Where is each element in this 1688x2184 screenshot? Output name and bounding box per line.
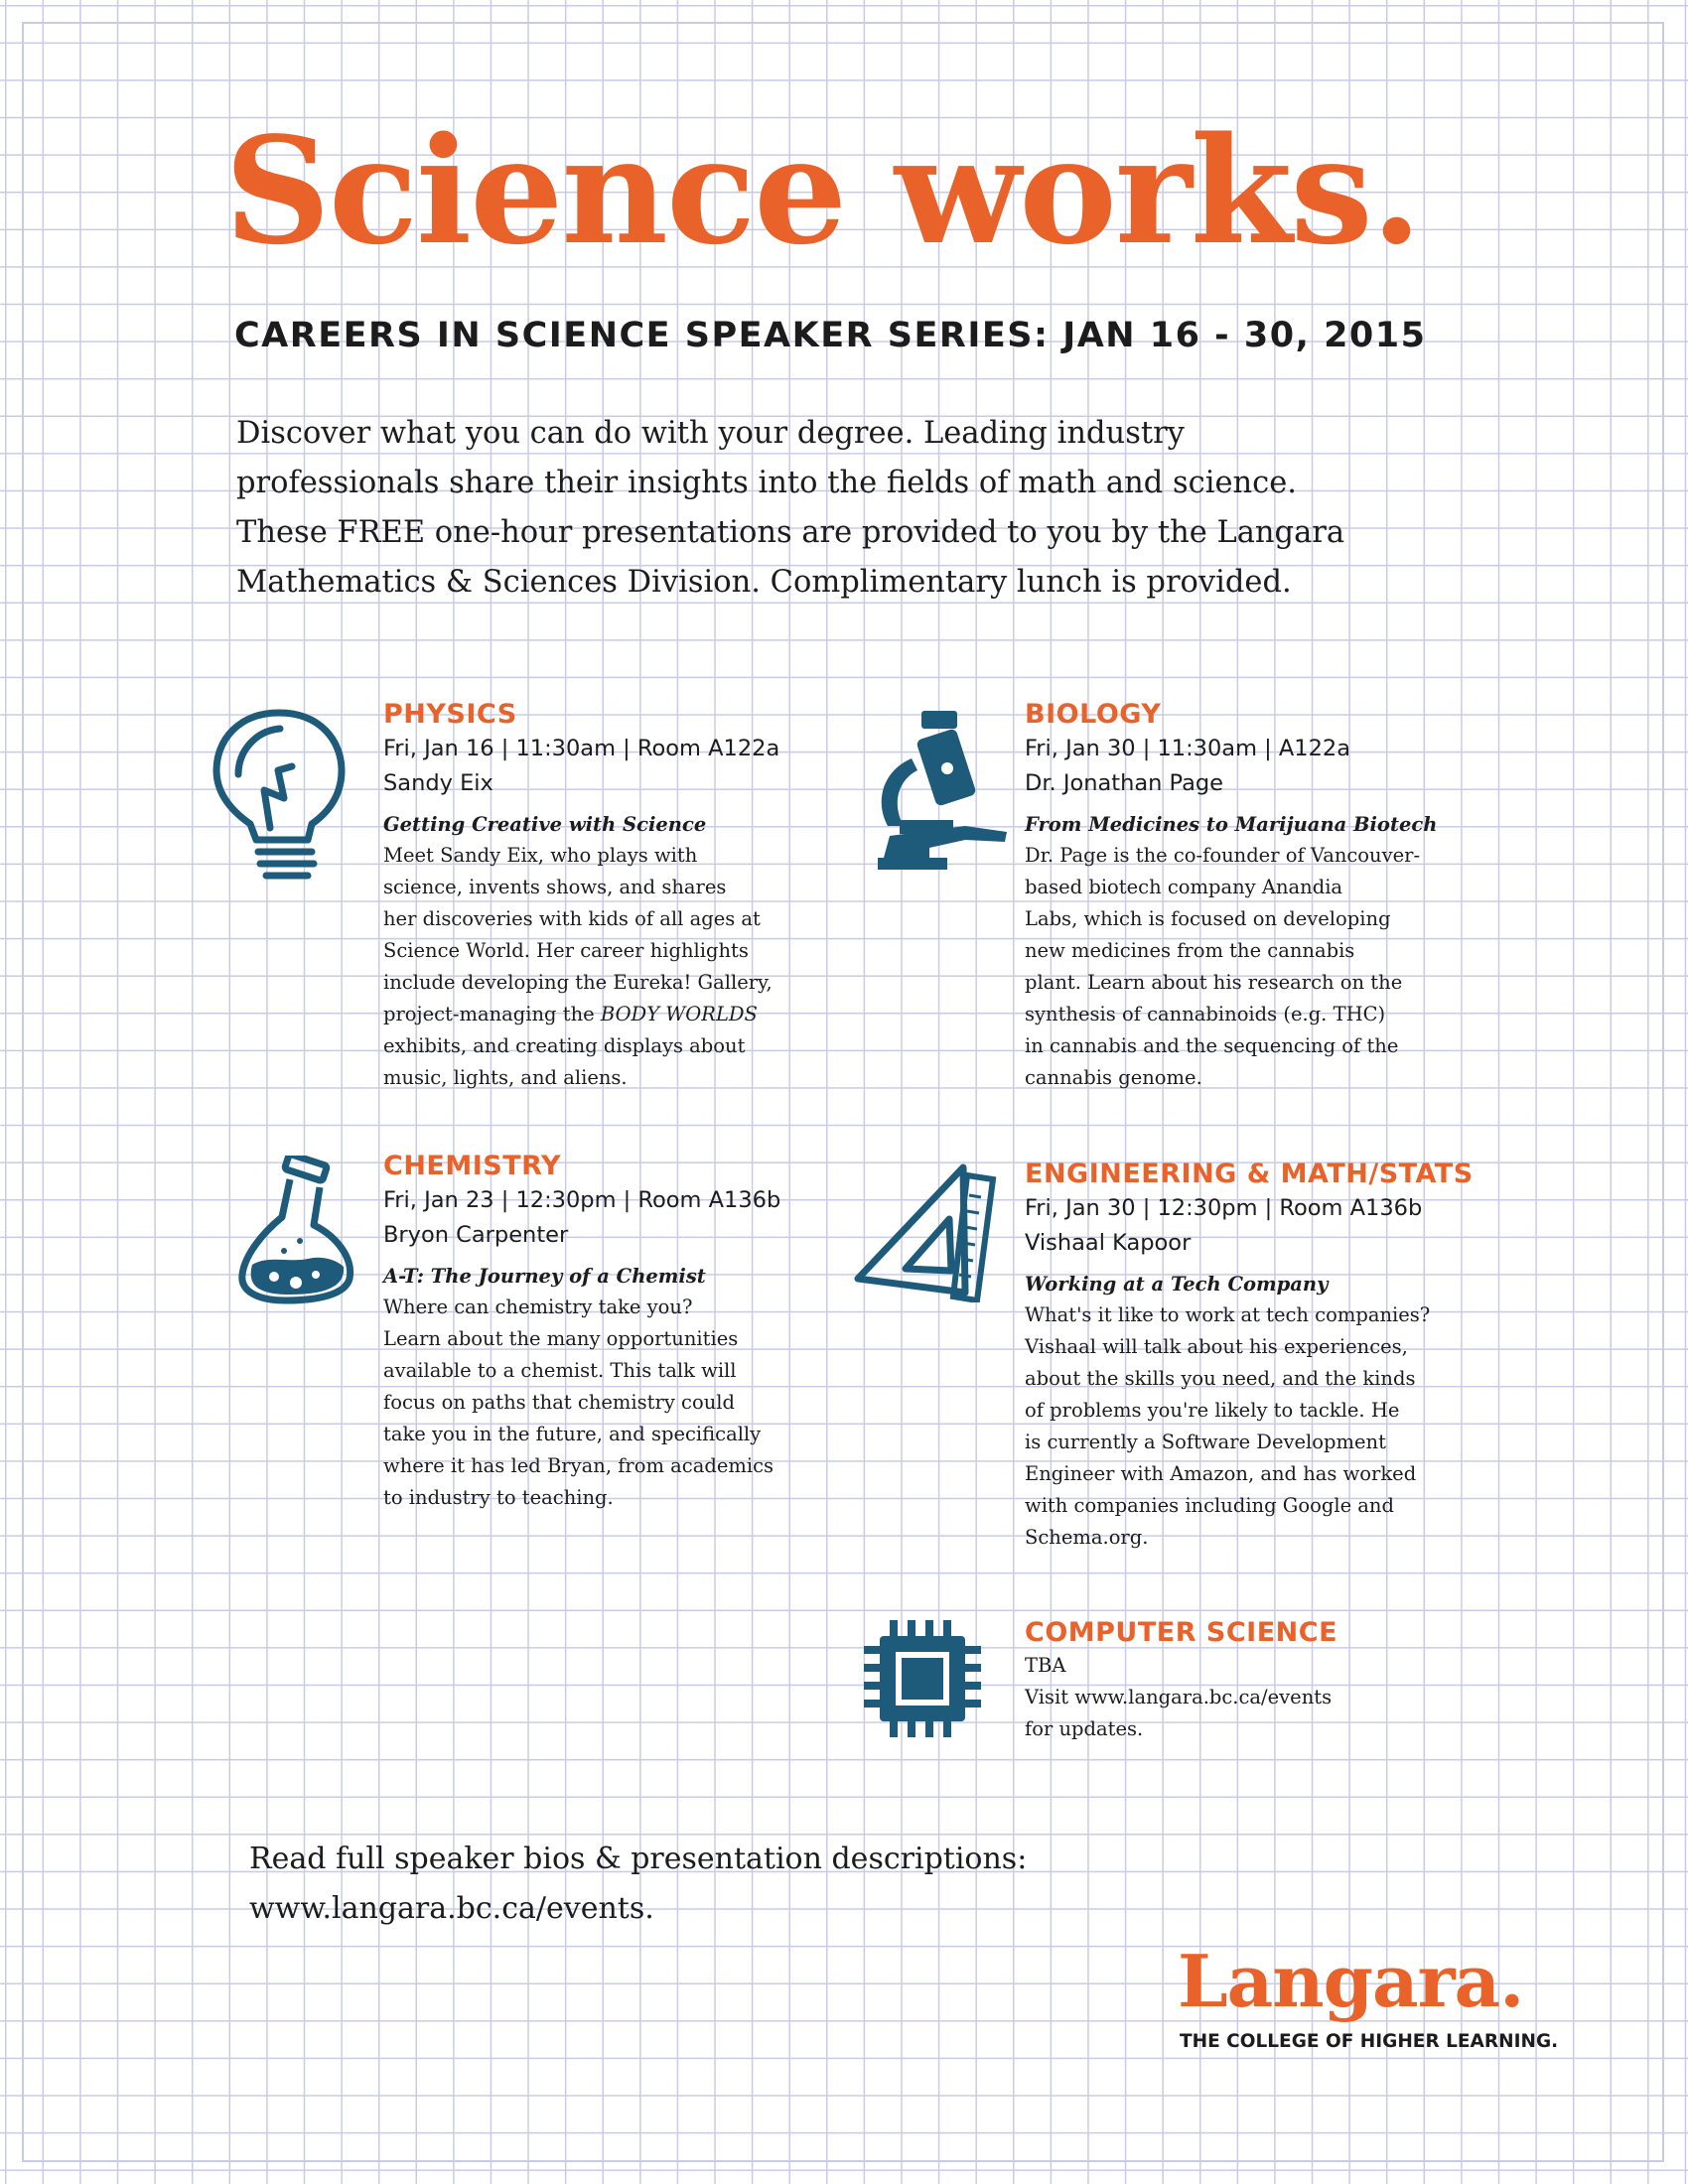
set-square-ruler-icon [854, 1160, 999, 1302]
talk-description [383, 1292, 780, 1514]
speaker-name: Vishaal Kapoor [1025, 1230, 1192, 1256]
langara-logo: Langara. [1178, 1939, 1524, 2023]
description-line: synthesis of cannabinoids (e.g. THC) [1025, 1003, 1386, 1025]
description-line: Labs, which is focused on developing [1025, 907, 1391, 930]
microscope-icon [870, 709, 1009, 872]
event-details: Fri, Jan 30 | 11:30am | A122a [1025, 736, 1351, 761]
description-line: cannabis genome. [1025, 1066, 1202, 1089]
lightbulb-icon [209, 707, 350, 882]
section-heading: ENGINEERING & MATH/STATS [1025, 1159, 1474, 1189]
talk-title: Getting Creative with Science [383, 813, 707, 836]
description-line: to industry to teaching. [383, 1486, 614, 1509]
description-line: based biotech company Anandia [1025, 876, 1343, 898]
exhibit-name: BODY WORLDS [600, 1003, 758, 1025]
description-line: What's it like to work at tech companies? [1025, 1303, 1431, 1326]
intro-line: These FREE one-hour presentations are provided to you by the Langara [236, 515, 1345, 550]
speaker-name: Dr. Jonathan Page [1025, 770, 1224, 796]
description-line: is currently a Software Development [1025, 1431, 1386, 1453]
body-line: TBA [1025, 1654, 1066, 1677]
section-heading: CHEMISTRY [383, 1151, 561, 1181]
footer-link: www.langara.bc.ca/events. [249, 1891, 654, 1926]
chemistry-section [383, 1150, 780, 1514]
talk-title: Working at a Tech Company [1025, 1273, 1329, 1296]
intro-line: Mathematics & Sciences Division. Complimentary lunch is provided. [236, 565, 1292, 600]
event-details: Fri, Jan 23 | 12:30pm | Room A136b [383, 1187, 781, 1213]
intro-line: Discover what you can do with your degree. Leading industry [236, 416, 1185, 451]
description-line: Science World. Her career highlights [383, 939, 749, 962]
talk-title: A-T: The Journey of a Chemist [383, 1265, 706, 1288]
description-line: her discoveries with kids of all ages at [383, 907, 761, 930]
description-line: Vishaal will talk about his experiences, [1025, 1335, 1408, 1358]
description-line: with companies including Google and [1025, 1494, 1394, 1517]
talk-title: From Medicines to Marijuana Biotech [1025, 813, 1438, 836]
description-line: where it has led Bryan, from academics [383, 1454, 774, 1477]
talk-description [383, 840, 779, 1094]
description-line: exhibits, and creating displays about [383, 1034, 746, 1057]
description-line: in cannabis and the sequencing of the [1025, 1034, 1399, 1057]
description-text: project-managing the [383, 1003, 601, 1025]
talk-description [1025, 840, 1437, 1094]
description-line [383, 999, 779, 1030]
speaker-name: Bryon Carpenter [383, 1222, 569, 1248]
description-line: focus on paths that chemistry could [383, 1391, 735, 1414]
description-line: Meet Sandy Eix, who plays with [383, 844, 698, 867]
footer-line: Read full speaker bios & presentation descriptions: [249, 1842, 1028, 1876]
event-details: Fri, Jan 16 | 11:30am | Room A122a [383, 736, 780, 761]
speaker-name: Sandy Eix [383, 770, 493, 796]
description-line: Learn about the many opportunities [383, 1327, 739, 1350]
description-line: Schema.org. [1025, 1526, 1149, 1549]
flask-icon [238, 1156, 357, 1304]
physics-section [383, 698, 779, 1094]
page-title: Science works. [224, 104, 1421, 277]
logo-tagline: THE COLLEGE OF HIGHER LEARNING. [1180, 2031, 1559, 2052]
description-line: new medicines from the cannabis [1025, 939, 1355, 962]
description-line: available to a chemist. This talk will [383, 1359, 737, 1382]
body-line: Visit www.langara.bc.ca/events [1025, 1686, 1333, 1708]
event-details: Fri, Jan 30 | 12:30pm | Room A136b [1025, 1195, 1423, 1221]
engineering-section [1025, 1158, 1474, 1554]
description-line: include developing the Eureka! Gallery, [383, 971, 773, 994]
description-line: plant. Learn about his research on the [1025, 971, 1403, 994]
description-line: music, lights, and aliens. [383, 1066, 628, 1089]
intro-paragraph [236, 409, 1408, 608]
page-subtitle: CAREERS IN SCIENCE SPEAKER SERIES: JAN 16 - 30, 2015 [234, 316, 1427, 355]
description-line: Engineer with Amazon, and has worked [1025, 1462, 1417, 1485]
description-line: take you in the future, and specifically [383, 1423, 762, 1445]
footer-note [249, 1835, 1027, 1934]
section-heading: BIOLOGY [1025, 699, 1162, 730]
description-line: about the skills you need, and the kinds [1025, 1367, 1416, 1390]
description-line: science, invents shows, and shares [383, 876, 727, 898]
description-line: Where can chemistry take you? [383, 1296, 693, 1318]
microchip-icon [858, 1614, 987, 1743]
intro-line: professionals share their insights into the fields of math and science. [236, 466, 1297, 500]
section-heading: COMPUTER SCIENCE [1025, 1617, 1338, 1648]
body-line: for updates. [1025, 1717, 1144, 1740]
computer-science-section [1025, 1616, 1337, 1745]
description-line: of problems you're likely to tackle. He [1025, 1399, 1400, 1422]
biology-section [1025, 698, 1437, 1094]
description-line: Dr. Page is the co-founder of Vancouver- [1025, 844, 1421, 867]
section-heading: PHYSICS [383, 699, 517, 730]
section-body [1025, 1650, 1337, 1745]
talk-description [1025, 1299, 1474, 1554]
